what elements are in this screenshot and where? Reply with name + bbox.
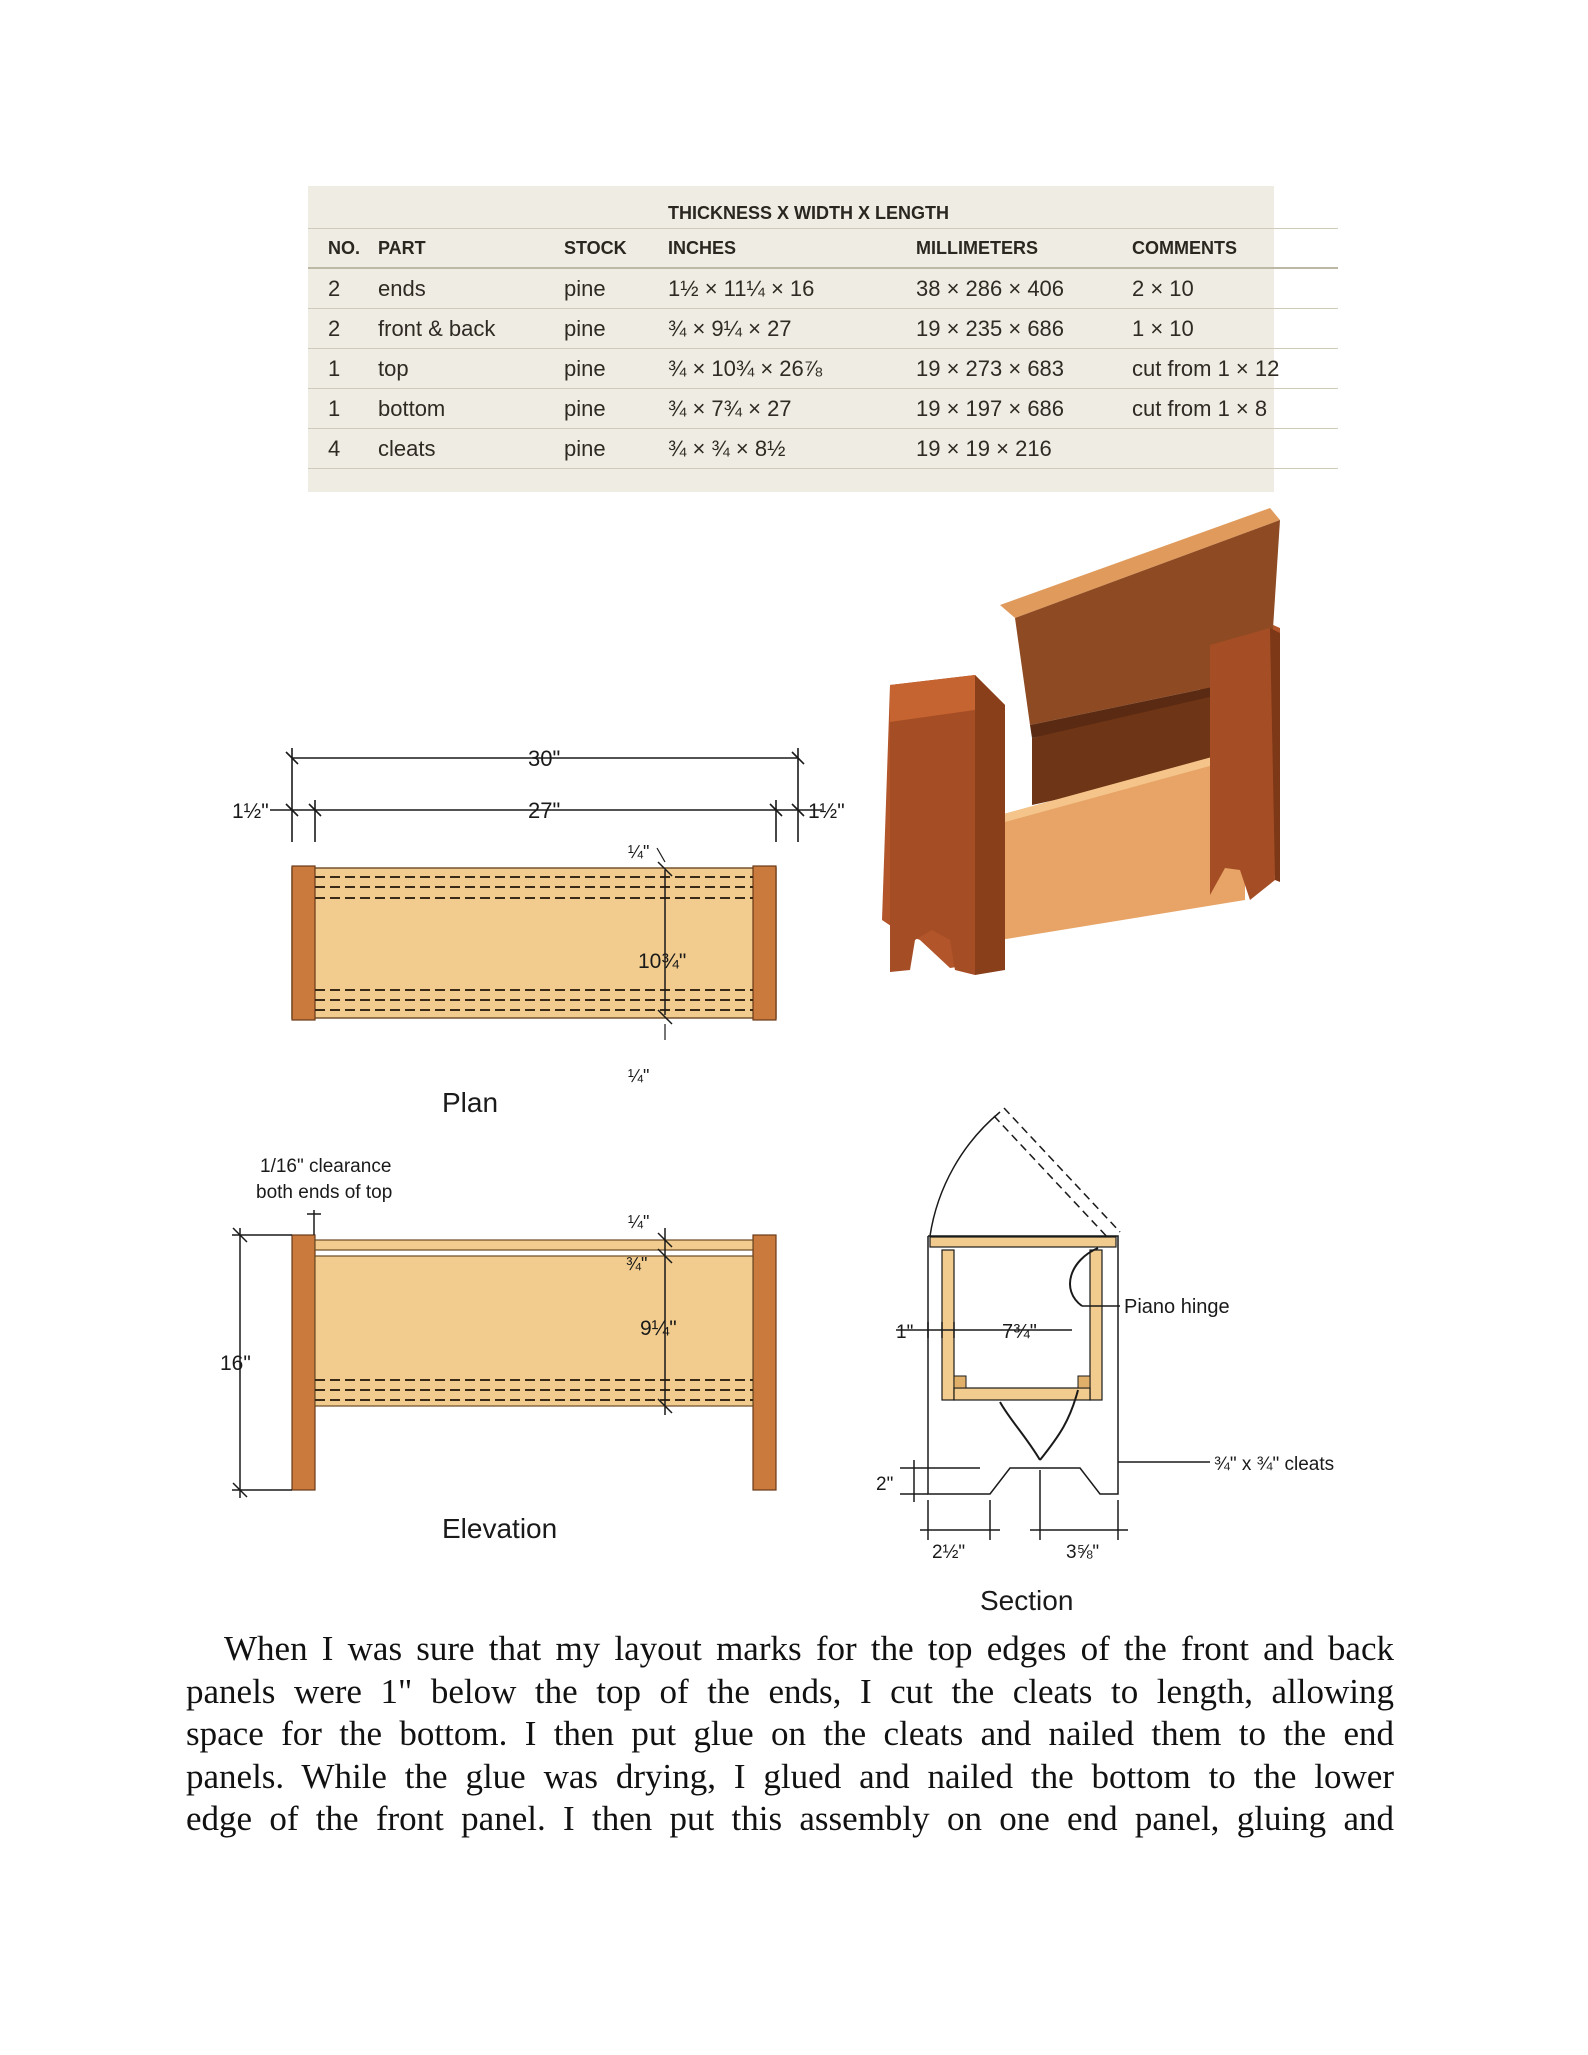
table-row (308, 309, 1338, 349)
cell-part: front & back (378, 309, 564, 349)
bench-render-image (882, 508, 1280, 975)
cell-part: bottom (378, 389, 564, 429)
col-header-part: PART (378, 229, 564, 269)
plan-dim-inner: 27" (528, 798, 561, 823)
table-row (308, 389, 1338, 429)
elevation-dim-height: 16" (220, 1352, 251, 1375)
table-row (308, 349, 1338, 389)
section-label-cleats: ¾" x ¾" cleats (1214, 1454, 1335, 1475)
section-geometry (896, 1108, 1210, 1540)
col-header-comments: COMMENTS (1132, 229, 1338, 269)
cell-no: 2 (308, 268, 378, 309)
elevation-note-line2: both ends of top (256, 1182, 393, 1203)
section-dim-cutout-a: 2½" (932, 1542, 966, 1563)
section-dim-cutout-b: 3⅝" (1066, 1542, 1100, 1563)
body-line: When I was sure that my layout marks for the top edges of the front and back (224, 1629, 1394, 1668)
cut-list-table (308, 186, 1280, 492)
col-header-stock: STOCK (564, 229, 668, 269)
plan-geometry (292, 848, 776, 1040)
table-header-row (308, 229, 1338, 269)
cell-part: ends (378, 268, 564, 309)
body-line: panels were 1" below the top of the ends, I cut the cleats to length, allowing (186, 1671, 1394, 1711)
cell-stock: pine (564, 389, 668, 429)
plan-dim-depth: 10¾" (638, 950, 687, 973)
cell-comments: cut from 1 × 12 (1132, 349, 1338, 389)
cell-part: cleats (378, 429, 564, 469)
cell-mm: 19 × 197 × 686 (916, 389, 1132, 429)
elevation-dim-top-thick: ¾" (626, 1254, 648, 1274)
col-header-mm: MILLIMETERS (916, 229, 1132, 269)
cell-stock: pine (564, 309, 668, 349)
cell-comments: cut from 1 × 8 (1132, 389, 1338, 429)
cell-stock: pine (564, 349, 668, 389)
col-header-inches: INCHES (668, 229, 916, 269)
section-label-hinge: Piano hinge (1124, 1296, 1230, 1318)
cell-comments: 1 × 10 (1132, 309, 1338, 349)
body-line: panels. While the glue was drying, I glued and nailed the bottom to the lower (186, 1756, 1394, 1796)
group-header: THICKNESS X WIDTH X LENGTH (668, 203, 950, 223)
cell-inches: ¾ × 7¾ × 27 (668, 389, 916, 429)
plan-title: Plan (442, 1087, 499, 1118)
cell-no: 2 (308, 309, 378, 349)
cell-comments: 2 × 10 (1132, 268, 1338, 309)
cell-mm: 19 × 273 × 683 (916, 349, 1132, 389)
cell-stock: pine (564, 268, 668, 309)
elevation-title: Elevation (442, 1513, 558, 1544)
cell-inches: ¾ × ¾ × 8½ (668, 429, 916, 469)
section-dim-foot: 2" (876, 1474, 894, 1495)
cell-mm: 19 × 235 × 686 (916, 309, 1132, 349)
body-paragraph (186, 1628, 1394, 1841)
cell-inches: 1½ × 11¼ × 16 (668, 268, 916, 309)
plan-dim-top-gap: ¼" (628, 842, 650, 862)
table-row (308, 268, 1338, 309)
cell-mm: 19 × 19 × 216 (916, 429, 1132, 469)
table-row (308, 429, 1338, 469)
body-line: space for the bottom. I then put glue on the cleats and nailed them to the end (186, 1714, 1394, 1754)
section-dim-inset: 1" (896, 1322, 914, 1343)
plan-dim-bottom-gap: ¼" (628, 1066, 650, 1086)
cell-inches: ¾ × 9¼ × 27 (668, 309, 916, 349)
section-dim-inner: 7¾" (1002, 1321, 1037, 1343)
cell-comments (1132, 429, 1338, 469)
plan-dim-overall: 30" (528, 746, 561, 771)
elevation-note-line1: 1/16" clearance (260, 1156, 392, 1177)
plan-dim-end-left: 1½" (232, 800, 269, 823)
cell-stock: pine (564, 429, 668, 469)
plan-dim-end-right: 1½" (808, 800, 845, 823)
elevation-dim-top-gap: ¼" (628, 1212, 650, 1232)
section-title: Section (980, 1585, 1074, 1616)
cell-no: 4 (308, 429, 378, 469)
cell-inches: ¾ × 10¾ × 26⅞ (668, 349, 916, 389)
cell-no: 1 (308, 349, 378, 389)
elevation-geometry (232, 1210, 776, 1498)
bench-drawings (210, 500, 1335, 1625)
elevation-dim-panel: 9¼" (640, 1317, 677, 1340)
cell-mm: 38 × 286 × 406 (916, 268, 1132, 309)
body-line: edge of the front panel. I then put this assembly on one end panel, gluing and (186, 1799, 1394, 1839)
cell-no: 1 (308, 389, 378, 429)
col-header-no: NO. (308, 229, 378, 269)
cell-part: top (378, 349, 564, 389)
